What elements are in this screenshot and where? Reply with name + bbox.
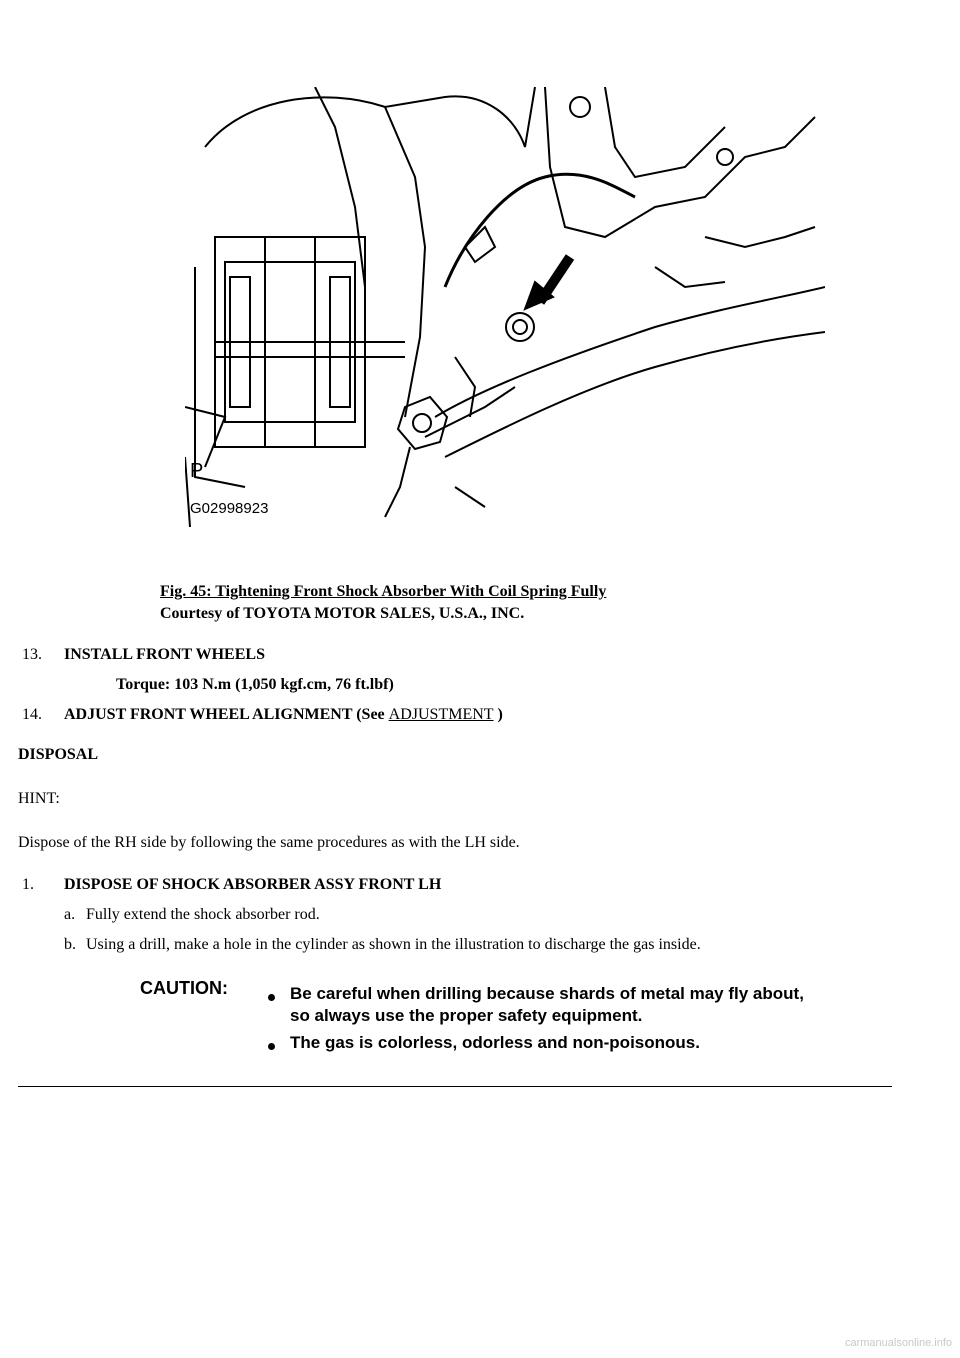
step-number: 14. xyxy=(22,706,42,723)
figure-code: G02998923 xyxy=(190,500,269,517)
step-text-close: ) xyxy=(497,706,503,723)
step-text: INSTALL FRONT WHEELS xyxy=(64,646,265,663)
substep-letter: b. xyxy=(64,936,76,953)
caution-item: Be careful when drilling because shards of metal may fly about, xyxy=(290,984,804,1003)
figure-view-letter: P xyxy=(190,460,204,482)
substep-text: Fully extend the shock absorber rod. xyxy=(86,906,320,923)
adjustment-link[interactable]: ADJUSTMENT xyxy=(388,706,494,723)
bullet-icon xyxy=(268,994,275,1001)
step-text: DISPOSE OF SHOCK ABSORBER ASSY FRONT LH xyxy=(64,876,442,893)
watermark: carmanualsonline.info xyxy=(844,1337,952,1349)
step-number: 1. xyxy=(22,876,34,893)
section-heading: DISPOSAL xyxy=(18,746,99,763)
figure-caption-credit: Courtesy of TOYOTA MOTOR SALES, U.S.A., INC. xyxy=(160,605,525,622)
substep-letter: a. xyxy=(64,906,76,923)
torque-spec: Torque: 103 N.m (1,050 kgf.cm, 76 ft.lbf) xyxy=(116,676,394,693)
hint-text: Dispose of the RH side by following the same procedures as with the LH side. xyxy=(18,834,520,851)
step-number: 13. xyxy=(22,646,42,663)
figure-caption-title: Fig. 45: Tightening Front Shock Absorber With Coil Spring Fully xyxy=(160,583,607,600)
bullet-icon xyxy=(268,1043,275,1050)
hint-label: HINT: xyxy=(18,790,60,807)
suspension-illustration xyxy=(185,87,825,527)
page-divider xyxy=(18,1086,892,1087)
step-text-main: ADJUST FRONT WHEEL ALIGNMENT (See xyxy=(64,706,385,723)
caution-label: CAUTION: xyxy=(140,978,228,998)
caution-item-continued: so always use the proper safety equipment. xyxy=(290,1006,643,1025)
substep-text: Using a drill, make a hole in the cylinder as shown in the illustration to discharge the gas inside. xyxy=(86,936,701,953)
step-text xyxy=(64,706,503,724)
caution-item: The gas is colorless, odorless and non-poisonous. xyxy=(290,1033,700,1052)
